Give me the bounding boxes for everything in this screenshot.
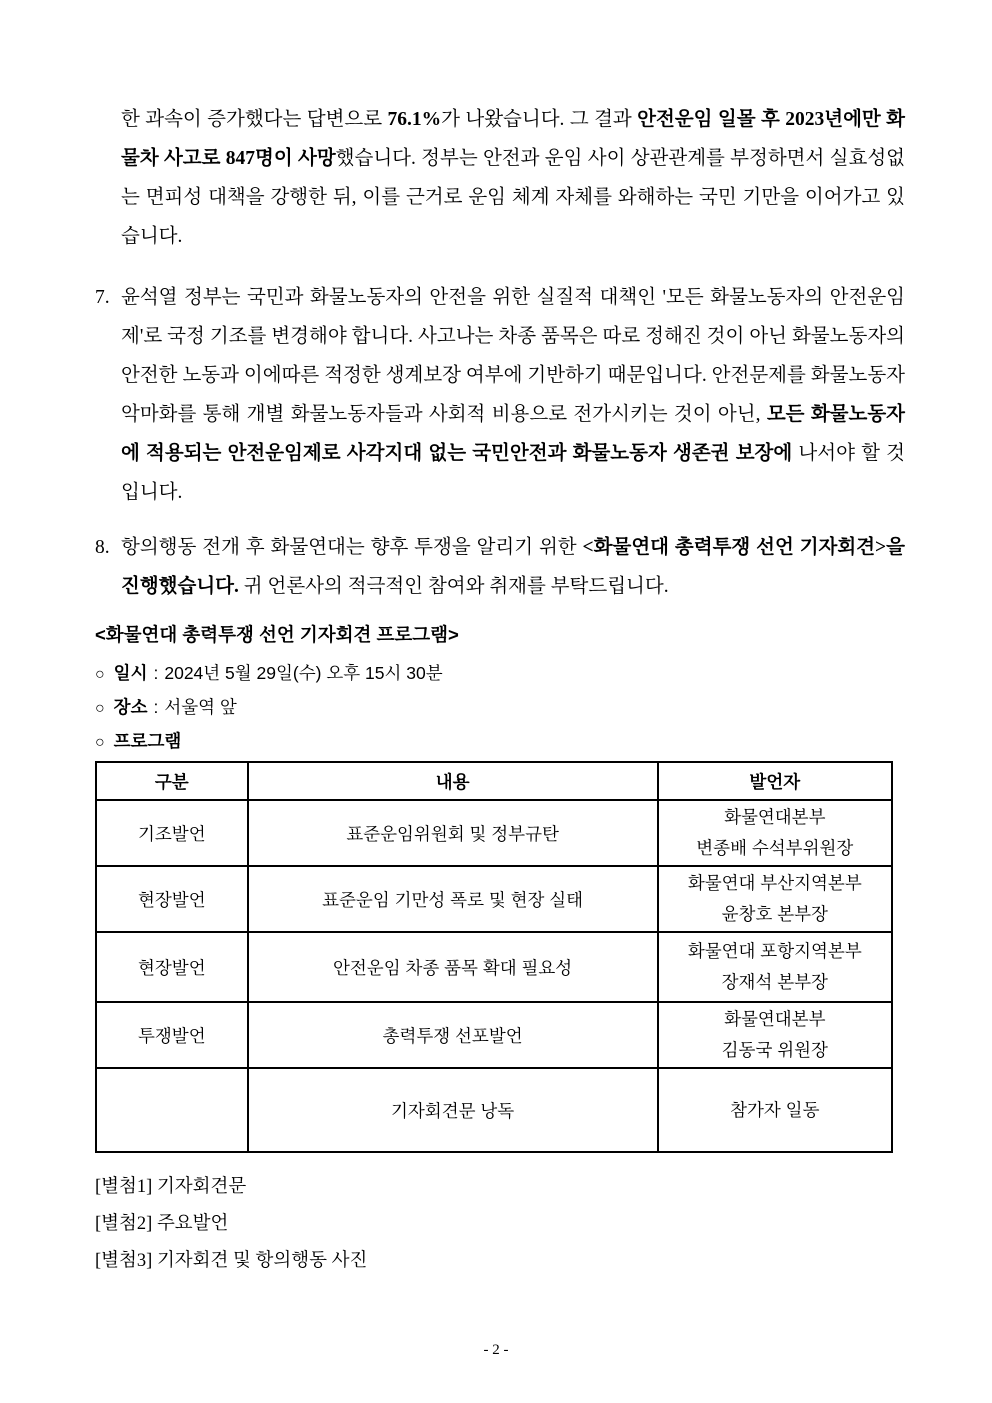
table-row [96, 1002, 892, 1068]
cell-category: 현장발언 [96, 932, 248, 1002]
info-label: 프로그램 [113, 731, 182, 751]
attachment-item: [별첨1] 기자회견문 [95, 1177, 247, 1197]
paragraph-7 [95, 278, 905, 512]
info-label: 일시 [113, 663, 148, 683]
text-segment: 항의행동 전개 후 화물연대는 향후 투쟁을 알리기 위한 [121, 537, 583, 558]
attachment-item: [별첨2] 주요발언 [95, 1214, 229, 1234]
text-segment: 했습니다. 정부는 안전과 운임 사이 상관관계를 부정하면서 실효성없는 면피성 대책을 강행한 뒤, 이를 근거로 운임 체계 자체를 와해하는 국민 기만을 이어가고 있습니다. [121, 148, 905, 247]
table-row [96, 866, 892, 932]
cell-content: 표준운임위원회 및 정부규탄 [248, 800, 658, 866]
cell-speaker [658, 1002, 892, 1068]
program-info-program [95, 725, 905, 759]
cell-category: 투쟁발언 [96, 1002, 248, 1068]
info-value: 서울역 앞 [164, 697, 237, 717]
text-segment: 가 나왔습니다. 그 결과 [441, 109, 638, 130]
text-segment: 한 과속이 증가했다는 답변으로 [121, 109, 388, 130]
cell-speaker [658, 866, 892, 932]
speaker-name: 김동국 위원장 [721, 1040, 828, 1060]
speaker-org: 화물연대본부 [724, 1009, 826, 1029]
table-row [96, 932, 892, 1002]
program-title: <화물연대 총력투쟁 선언 기자회견 프로그램> [95, 624, 459, 645]
text-segment-bold: 안전운임 일몰 후 2023년에만 화물차 사고로 847명이 사망 [121, 109, 905, 169]
text-segment: 나서야 할 것입니다. [121, 443, 906, 503]
text-segment-bold: <화물연대 총력투쟁 선언 기자회견>을 진행했습니다. [121, 537, 905, 597]
paragraph-number [95, 100, 121, 256]
info-value: 2024년 5월 29일(수) 오후 15시 30분 [164, 663, 443, 683]
paragraph-text [121, 100, 905, 256]
cell-category: 현장발언 [96, 866, 248, 932]
text-segment-bold: 76.1% [387, 109, 442, 130]
circle-bullet-icon: ○ [95, 700, 105, 717]
program-table [95, 761, 893, 1153]
paragraph-text [121, 278, 905, 512]
table-header-speaker: 발언자 [658, 762, 892, 800]
text-segment-bold: 모든 화물노동자에 적용되는 안전운임제로 사각지대 없는 국민안전과 화물노동자 생존권 보장에 [121, 404, 906, 464]
speaker-org: 화물연대 부산지역본부 [687, 873, 862, 893]
cell-category [96, 1068, 248, 1152]
speaker-name: 장재석 본부장 [721, 972, 828, 992]
text-segment: 귀 언론사의 적극적인 참여와 취재를 부탁드립니다. [238, 576, 669, 597]
table-header-content: 내용 [248, 762, 658, 800]
circle-bullet-icon: ○ [95, 734, 105, 751]
speaker-org: 화물연대 포항지역본부 [687, 941, 862, 961]
paragraph-8 [95, 528, 905, 606]
program-info-datetime [95, 657, 905, 691]
document-content [95, 100, 905, 1280]
cell-speaker [658, 932, 892, 1002]
info-separator: : [153, 697, 159, 717]
page-number: - 2 - [483, 1342, 509, 1358]
speaker-name: 변종배 수석부위원장 [696, 838, 854, 858]
speaker-name: 윤창호 본부장 [721, 904, 828, 924]
table-header-category: 구분 [96, 762, 248, 800]
paragraph-text [121, 528, 905, 606]
paragraph-number: 7. [95, 287, 110, 308]
table-row [96, 800, 892, 866]
cell-content: 안전운임 차종 품목 확대 필요성 [248, 932, 658, 1002]
table-row [96, 1068, 892, 1152]
speaker-org: 화물연대본부 [724, 807, 826, 827]
cell-content: 총력투쟁 선포발언 [248, 1002, 658, 1068]
program-info-location [95, 691, 905, 725]
paragraph-number: 8. [95, 537, 110, 558]
paragraph-6-continuation [95, 100, 905, 256]
attachment-item: [별첨3] 기자회견 및 항의행동 사진 [95, 1251, 368, 1271]
attachments-list [95, 1169, 905, 1280]
info-label: 장소 [113, 697, 148, 717]
text-segment: 윤석열 정부는 국민과 화물노동자의 안전을 위한 실질적 대책인 '모든 화물노동자의 안전운임제'로 국정 기조를 변경해야 합니다. 사고나는 차종 품목은 따로 정해진 것이 아닌 화물노동자의 안전한 노동과 이에따른 적정한 생계보장 여부에 기반하기 때문입니다. 안전문제를 화물노동자 악마화를 통해 개별 화물노동자들과 사회적 비용으로 전가시키는 것이 아닌, [121, 287, 905, 425]
cell-content: 기자회견문 낭독 [248, 1068, 658, 1152]
circle-bullet-icon: ○ [95, 666, 105, 683]
cell-content: 표준운임 기만성 폭로 및 현장 실태 [248, 866, 658, 932]
speaker-name: 참가자 일동 [730, 1099, 820, 1120]
table-header-row [96, 762, 892, 800]
cell-speaker [658, 1068, 892, 1152]
cell-speaker [658, 800, 892, 866]
info-separator: : [153, 663, 159, 683]
cell-category: 기조발언 [96, 800, 248, 866]
